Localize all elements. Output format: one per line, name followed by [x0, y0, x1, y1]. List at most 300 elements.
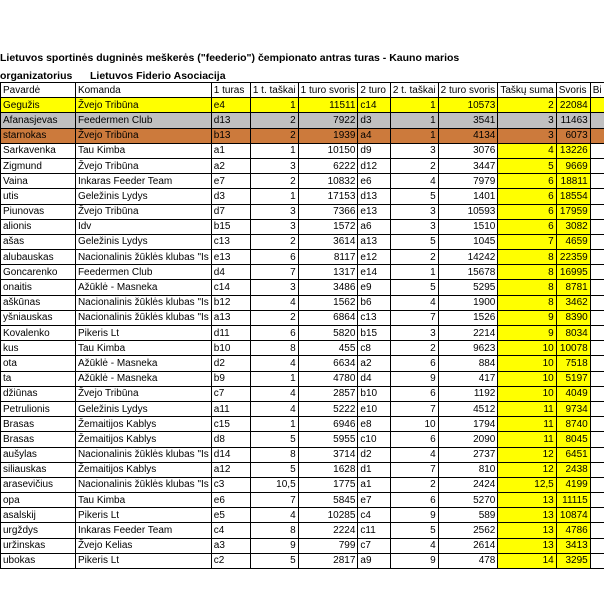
cell-round1[interactable]: d13	[211, 113, 250, 128]
cell-team[interactable]: Geležinis Lydys	[75, 401, 211, 416]
cell-extra[interactable]	[590, 371, 604, 386]
cell-team[interactable]: Ažūklė - Masneka	[75, 371, 211, 386]
cell-round2-points[interactable]: 3	[390, 219, 438, 234]
cell-team[interactable]: Inkaras Feeder Team	[75, 523, 211, 538]
cell-weight[interactable]: 13226	[556, 143, 590, 158]
cell-round2-points[interactable]: 4	[390, 447, 438, 462]
cell-round2[interactable]: d2	[358, 447, 390, 462]
cell-points-sum[interactable]: 4	[498, 143, 556, 158]
cell-round1-weight[interactable]: 6222	[298, 158, 358, 173]
cell-round2-weight[interactable]: 417	[438, 371, 498, 386]
cell-round1[interactable]: d7	[211, 204, 250, 219]
cell-round1-weight[interactable]: 7366	[298, 204, 358, 219]
cell-points-sum[interactable]: 14	[498, 553, 556, 568]
cell-extra[interactable]	[590, 462, 604, 477]
cell-surname[interactable]: Gegužis	[1, 98, 76, 113]
cell-surname[interactable]: džiūnas	[1, 386, 76, 401]
cell-extra[interactable]	[590, 538, 604, 553]
cell-round2[interactable]: c14	[358, 98, 390, 113]
cell-round1-points[interactable]: 4	[250, 386, 298, 401]
cell-round2-weight[interactable]: 1526	[438, 310, 498, 325]
cell-points-sum[interactable]: 6	[498, 219, 556, 234]
cell-extra[interactable]	[590, 250, 604, 265]
cell-round2-points[interactable]: 2	[390, 341, 438, 356]
cell-extra[interactable]	[590, 417, 604, 432]
cell-extra[interactable]	[590, 143, 604, 158]
cell-round2-weight[interactable]: 14242	[438, 250, 498, 265]
cell-round2-points[interactable]: 3	[390, 326, 438, 341]
cell-weight[interactable]: 3082	[556, 219, 590, 234]
cell-round1[interactable]: c15	[211, 417, 250, 432]
cell-team[interactable]: Pikeris Lt	[75, 508, 211, 523]
cell-points-sum[interactable]: 8	[498, 265, 556, 280]
cell-extra[interactable]	[590, 174, 604, 189]
cell-surname[interactable]: Goncarenko	[1, 265, 76, 280]
cell-points-sum[interactable]: 10	[498, 371, 556, 386]
cell-round1[interactable]: b13	[211, 128, 250, 143]
cell-extra[interactable]	[590, 189, 604, 204]
cell-round1-weight[interactable]: 11511	[298, 98, 358, 113]
cell-round2[interactable]: a1	[358, 477, 390, 492]
cell-round2[interactable]: d1	[358, 462, 390, 477]
cell-round2-weight[interactable]: 5270	[438, 493, 498, 508]
cell-round1-points[interactable]: 6	[250, 326, 298, 341]
cell-round2-weight[interactable]: 3076	[438, 143, 498, 158]
cell-extra[interactable]	[590, 401, 604, 416]
cell-round2-weight[interactable]: 2737	[438, 447, 498, 462]
cell-surname[interactable]: starnokas	[1, 128, 76, 143]
cell-points-sum[interactable]: 12,5	[498, 477, 556, 492]
cell-round1[interactable]: e5	[211, 508, 250, 523]
cell-round1-weight[interactable]: 3714	[298, 447, 358, 462]
cell-round2-weight[interactable]: 1900	[438, 295, 498, 310]
cell-round2-weight[interactable]: 2614	[438, 538, 498, 553]
cell-round2-points[interactable]: 6	[390, 493, 438, 508]
cell-round1-weight[interactable]: 5222	[298, 401, 358, 416]
cell-round1-points[interactable]: 4	[250, 401, 298, 416]
cell-round1-weight[interactable]: 2817	[298, 553, 358, 568]
cell-points-sum[interactable]: 6	[498, 174, 556, 189]
cell-round1-points[interactable]: 7	[250, 493, 298, 508]
cell-round1-points[interactable]: 3	[250, 280, 298, 295]
cell-round2-points[interactable]: 2	[390, 158, 438, 173]
cell-points-sum[interactable]: 13	[498, 523, 556, 538]
cell-points-sum[interactable]: 11	[498, 432, 556, 447]
cell-round2-points[interactable]: 3	[390, 143, 438, 158]
cell-extra[interactable]	[590, 553, 604, 568]
cell-extra[interactable]	[590, 508, 604, 523]
cell-round1-weight[interactable]: 5955	[298, 432, 358, 447]
cell-team[interactable]: Geležinis Lydys	[75, 234, 211, 249]
cell-round1-weight[interactable]: 5845	[298, 493, 358, 508]
cell-surname[interactable]: yšniauskas	[1, 310, 76, 325]
header-cell-round1-points[interactable]: 1 t. taškai	[250, 83, 298, 98]
cell-round1-weight[interactable]: 17153	[298, 189, 358, 204]
cell-extra[interactable]	[590, 432, 604, 447]
cell-round1[interactable]: d14	[211, 447, 250, 462]
cell-weight[interactable]: 5197	[556, 371, 590, 386]
cell-round1[interactable]: b15	[211, 219, 250, 234]
cell-round2-points[interactable]: 5	[390, 523, 438, 538]
cell-round1-weight[interactable]: 2224	[298, 523, 358, 538]
cell-round2-weight[interactable]: 5295	[438, 280, 498, 295]
cell-round2-points[interactable]: 1	[390, 113, 438, 128]
cell-round1-weight[interactable]: 6864	[298, 310, 358, 325]
cell-round1-weight[interactable]: 799	[298, 538, 358, 553]
cell-team[interactable]: Žvejo Tribūna	[75, 386, 211, 401]
cell-team[interactable]: Žvejo Tribūna	[75, 204, 211, 219]
cell-team[interactable]: Nacionalinis žūklės klubas "Is	[75, 447, 211, 462]
cell-round2-weight[interactable]: 4134	[438, 128, 498, 143]
cell-extra[interactable]	[590, 265, 604, 280]
cell-surname[interactable]: siliauskas	[1, 462, 76, 477]
cell-round2[interactable]: a13	[358, 234, 390, 249]
cell-extra[interactable]	[590, 523, 604, 538]
cell-round2-weight[interactable]: 1192	[438, 386, 498, 401]
cell-round2[interactable]: b10	[358, 386, 390, 401]
cell-extra[interactable]	[590, 341, 604, 356]
cell-team[interactable]: Žemaitijos Kablys	[75, 462, 211, 477]
cell-round1[interactable]: b12	[211, 295, 250, 310]
cell-round1-weight[interactable]: 1628	[298, 462, 358, 477]
cell-round2[interactable]: d4	[358, 371, 390, 386]
cell-round2-points[interactable]: 10	[390, 417, 438, 432]
cell-round2[interactable]: a2	[358, 356, 390, 371]
cell-points-sum[interactable]: 7	[498, 234, 556, 249]
cell-team[interactable]: Feedermen Club	[75, 265, 211, 280]
header-cell-round1-weight[interactable]: 1 turo svoris	[298, 83, 358, 98]
cell-points-sum[interactable]: 10	[498, 386, 556, 401]
cell-extra[interactable]	[590, 310, 604, 325]
cell-weight[interactable]: 22359	[556, 250, 590, 265]
cell-round2-weight[interactable]: 1401	[438, 189, 498, 204]
cell-extra[interactable]	[590, 447, 604, 462]
cell-points-sum[interactable]: 10	[498, 356, 556, 371]
cell-round2-points[interactable]: 9	[390, 371, 438, 386]
cell-round2-points[interactable]: 1	[390, 128, 438, 143]
cell-surname[interactable]: aškūnas	[1, 295, 76, 310]
cell-round1-weight[interactable]: 10832	[298, 174, 358, 189]
header-cell-points-sum[interactable]: Taškų suma	[498, 83, 556, 98]
cell-team[interactable]: Nacionalinis žūklės klubas "Is	[75, 250, 211, 265]
cell-round2-weight[interactable]: 3447	[438, 158, 498, 173]
cell-points-sum[interactable]: 6	[498, 189, 556, 204]
cell-round1-weight[interactable]: 7922	[298, 113, 358, 128]
cell-round2-points[interactable]: 1	[390, 265, 438, 280]
cell-team[interactable]: Žvejo Tribūna	[75, 158, 211, 173]
cell-round2-points[interactable]: 4	[390, 295, 438, 310]
cell-surname[interactable]: Vaina	[1, 174, 76, 189]
cell-round2[interactable]: d12	[358, 158, 390, 173]
cell-round1[interactable]: c13	[211, 234, 250, 249]
cell-extra[interactable]	[590, 280, 604, 295]
cell-round1-points[interactable]: 1	[250, 371, 298, 386]
cell-round2-points[interactable]: 5	[390, 189, 438, 204]
cell-round1-weight[interactable]: 3486	[298, 280, 358, 295]
cell-team[interactable]: Feedermen Club	[75, 113, 211, 128]
cell-team[interactable]: Žvejo Kelias	[75, 538, 211, 553]
cell-round1-weight[interactable]: 1562	[298, 295, 358, 310]
cell-round1-weight[interactable]: 2857	[298, 386, 358, 401]
cell-round2[interactable]: a4	[358, 128, 390, 143]
cell-round2[interactable]: b6	[358, 295, 390, 310]
cell-points-sum[interactable]: 6	[498, 204, 556, 219]
cell-round2[interactable]: c10	[358, 432, 390, 447]
cell-round1[interactable]: c7	[211, 386, 250, 401]
cell-surname[interactable]: Petrulionis	[1, 401, 76, 416]
cell-round2-weight[interactable]: 810	[438, 462, 498, 477]
cell-points-sum[interactable]: 13	[498, 538, 556, 553]
cell-points-sum[interactable]: 9	[498, 326, 556, 341]
cell-round2[interactable]: e13	[358, 204, 390, 219]
cell-round2[interactable]: a6	[358, 219, 390, 234]
cell-surname[interactable]: opa	[1, 493, 76, 508]
cell-weight[interactable]: 8045	[556, 432, 590, 447]
cell-surname[interactable]: Brasas	[1, 432, 76, 447]
cell-weight[interactable]: 7518	[556, 356, 590, 371]
cell-weight[interactable]: 11463	[556, 113, 590, 128]
cell-weight[interactable]: 22084	[556, 98, 590, 113]
cell-weight[interactable]: 9734	[556, 401, 590, 416]
cell-round1-weight[interactable]: 1572	[298, 219, 358, 234]
cell-round1-points[interactable]: 5	[250, 462, 298, 477]
cell-round1-points[interactable]: 2	[250, 174, 298, 189]
cell-extra[interactable]	[590, 356, 604, 371]
cell-round2[interactable]: d3	[358, 113, 390, 128]
cell-round2-weight[interactable]: 589	[438, 508, 498, 523]
cell-surname[interactable]: Sarkavenka	[1, 143, 76, 158]
cell-weight[interactable]: 4659	[556, 234, 590, 249]
cell-team[interactable]: Pikeris Lt	[75, 553, 211, 568]
cell-team[interactable]: Nacionalinis žūklės klubas "Is	[75, 477, 211, 492]
cell-surname[interactable]: ta	[1, 371, 76, 386]
cell-team[interactable]: Ažūklė - Masneka	[75, 280, 211, 295]
header-cell-round1[interactable]: 1 turas	[211, 83, 250, 98]
cell-team[interactable]: Tau Kimba	[75, 143, 211, 158]
cell-round1-weight[interactable]: 6946	[298, 417, 358, 432]
cell-round1-weight[interactable]: 6634	[298, 356, 358, 371]
cell-round2-points[interactable]: 6	[390, 386, 438, 401]
cell-round2-weight[interactable]: 9623	[438, 341, 498, 356]
cell-round2[interactable]: c8	[358, 341, 390, 356]
cell-points-sum[interactable]: 11	[498, 417, 556, 432]
cell-weight[interactable]: 9669	[556, 158, 590, 173]
cell-round1[interactable]: a3	[211, 538, 250, 553]
cell-surname[interactable]: Zigmund	[1, 158, 76, 173]
cell-extra[interactable]	[590, 128, 604, 143]
cell-extra[interactable]	[590, 234, 604, 249]
cell-round1-points[interactable]: 3	[250, 219, 298, 234]
cell-round1[interactable]: b9	[211, 371, 250, 386]
header-cell-round2-points[interactable]: 2 t. taškai	[390, 83, 438, 98]
cell-round2[interactable]: e6	[358, 174, 390, 189]
cell-team[interactable]: Tau Kimba	[75, 493, 211, 508]
cell-round2-points[interactable]: 3	[390, 204, 438, 219]
cell-round1-points[interactable]: 2	[250, 310, 298, 325]
cell-round2-weight[interactable]: 7979	[438, 174, 498, 189]
cell-round1-points[interactable]: 3	[250, 158, 298, 173]
cell-surname[interactable]: uržinskas	[1, 538, 76, 553]
cell-round2-weight[interactable]: 2214	[438, 326, 498, 341]
cell-round2-points[interactable]: 5	[390, 234, 438, 249]
header-cell-team[interactable]: Komanda	[75, 83, 211, 98]
cell-round1-weight[interactable]: 5820	[298, 326, 358, 341]
cell-round1-points[interactable]: 5	[250, 553, 298, 568]
cell-team[interactable]: Ažūklė - Masneka	[75, 356, 211, 371]
cell-points-sum[interactable]: 10	[498, 341, 556, 356]
cell-team[interactable]: Tau Kimba	[75, 341, 211, 356]
cell-round2[interactable]: c13	[358, 310, 390, 325]
cell-round1-weight[interactable]: 3614	[298, 234, 358, 249]
cell-surname[interactable]: onaitis	[1, 280, 76, 295]
cell-weight[interactable]: 4049	[556, 386, 590, 401]
cell-round2-weight[interactable]: 2562	[438, 523, 498, 538]
cell-surname[interactable]: kus	[1, 341, 76, 356]
cell-points-sum[interactable]: 13	[498, 508, 556, 523]
cell-extra[interactable]	[590, 477, 604, 492]
cell-round2-points[interactable]: 6	[390, 432, 438, 447]
cell-points-sum[interactable]: 3	[498, 113, 556, 128]
cell-surname[interactable]: urgždys	[1, 523, 76, 538]
cell-round1[interactable]: a2	[211, 158, 250, 173]
cell-points-sum[interactable]: 8	[498, 280, 556, 295]
cell-surname[interactable]: Piunovas	[1, 204, 76, 219]
cell-round1-points[interactable]: 1	[250, 189, 298, 204]
cell-round1-weight[interactable]: 10285	[298, 508, 358, 523]
cell-points-sum[interactable]: 12	[498, 447, 556, 462]
cell-extra[interactable]	[590, 493, 604, 508]
cell-round1-weight[interactable]: 455	[298, 341, 358, 356]
cell-round1-weight[interactable]: 8117	[298, 250, 358, 265]
cell-round1-points[interactable]: 5	[250, 432, 298, 447]
cell-round2-weight[interactable]: 15678	[438, 265, 498, 280]
cell-round2-points[interactable]: 9	[390, 508, 438, 523]
cell-round1[interactable]: d2	[211, 356, 250, 371]
cell-round2-points[interactable]: 2	[390, 477, 438, 492]
cell-extra[interactable]	[590, 158, 604, 173]
cell-surname[interactable]: arasevičius	[1, 477, 76, 492]
cell-round2-weight[interactable]: 1045	[438, 234, 498, 249]
cell-weight[interactable]: 3462	[556, 295, 590, 310]
cell-round1[interactable]: c2	[211, 553, 250, 568]
cell-round1[interactable]: c3	[211, 477, 250, 492]
cell-weight[interactable]: 2438	[556, 462, 590, 477]
cell-round1-points[interactable]: 8	[250, 341, 298, 356]
cell-round1-weight[interactable]: 4780	[298, 371, 358, 386]
cell-round2-weight[interactable]: 3541	[438, 113, 498, 128]
cell-team[interactable]: Žvejo Tribūna	[75, 128, 211, 143]
cell-points-sum[interactable]: 11	[498, 401, 556, 416]
cell-round1[interactable]: d3	[211, 189, 250, 204]
cell-round1[interactable]: e6	[211, 493, 250, 508]
cell-round2-points[interactable]: 9	[390, 553, 438, 568]
cell-extra[interactable]	[590, 98, 604, 113]
cell-surname[interactable]: Brasas	[1, 417, 76, 432]
cell-extra[interactable]	[590, 295, 604, 310]
cell-weight[interactable]: 18811	[556, 174, 590, 189]
cell-round1[interactable]: d11	[211, 326, 250, 341]
cell-team[interactable]: Pikeris Lt	[75, 326, 211, 341]
cell-round2[interactable]: a9	[358, 553, 390, 568]
header-cell-round2[interactable]: 2 turo	[358, 83, 390, 98]
cell-weight[interactable]: 3295	[556, 553, 590, 568]
cell-round2[interactable]: c4	[358, 508, 390, 523]
header-cell-weight[interactable]: Svoris	[556, 83, 590, 98]
cell-points-sum[interactable]: 3	[498, 128, 556, 143]
cell-round2-points[interactable]: 4	[390, 538, 438, 553]
cell-weight[interactable]: 11115	[556, 493, 590, 508]
cell-weight[interactable]: 6073	[556, 128, 590, 143]
cell-round2-points[interactable]: 6	[390, 356, 438, 371]
cell-weight[interactable]: 8034	[556, 326, 590, 341]
cell-team[interactable]: Nacionalinis žūklės klubas "Is	[75, 310, 211, 325]
cell-round2-weight[interactable]: 10593	[438, 204, 498, 219]
cell-round1-points[interactable]: 2	[250, 113, 298, 128]
cell-weight[interactable]: 16995	[556, 265, 590, 280]
cell-round1[interactable]: a11	[211, 401, 250, 416]
cell-round2[interactable]: b15	[358, 326, 390, 341]
cell-surname[interactable]: ubokas	[1, 553, 76, 568]
cell-weight[interactable]: 4199	[556, 477, 590, 492]
cell-surname[interactable]: ašas	[1, 234, 76, 249]
cell-team[interactable]: Idv	[75, 219, 211, 234]
cell-points-sum[interactable]: 5	[498, 158, 556, 173]
cell-points-sum[interactable]: 2	[498, 98, 556, 113]
cell-points-sum[interactable]: 13	[498, 493, 556, 508]
cell-round2-points[interactable]: 7	[390, 401, 438, 416]
cell-surname[interactable]: aušylas	[1, 447, 76, 462]
cell-round1[interactable]: c4	[211, 523, 250, 538]
cell-round1-points[interactable]: 4	[250, 295, 298, 310]
cell-extra[interactable]	[590, 113, 604, 128]
cell-round2[interactable]: e14	[358, 265, 390, 280]
cell-round1[interactable]: c14	[211, 280, 250, 295]
cell-surname[interactable]: asalskij	[1, 508, 76, 523]
cell-round2-points[interactable]: 7	[390, 310, 438, 325]
cell-round1[interactable]: e4	[211, 98, 250, 113]
cell-round1-points[interactable]: 8	[250, 523, 298, 538]
cell-round2[interactable]: e7	[358, 493, 390, 508]
cell-extra[interactable]	[590, 326, 604, 341]
cell-weight[interactable]: 8781	[556, 280, 590, 295]
cell-round2-points[interactable]: 7	[390, 462, 438, 477]
cell-round2-weight[interactable]: 478	[438, 553, 498, 568]
cell-round1-points[interactable]: 1	[250, 143, 298, 158]
cell-team[interactable]: Žemaitijos Kablys	[75, 417, 211, 432]
cell-round1-points[interactable]: 4	[250, 508, 298, 523]
cell-round1-weight[interactable]: 1939	[298, 128, 358, 143]
cell-round1-points[interactable]: 7	[250, 265, 298, 280]
cell-round1-points[interactable]: 2	[250, 234, 298, 249]
cell-round2[interactable]: e12	[358, 250, 390, 265]
cell-team[interactable]: Inkaras Feeder Team	[75, 174, 211, 189]
cell-weight[interactable]: 10078	[556, 341, 590, 356]
cell-round1-points[interactable]: 10,5	[250, 477, 298, 492]
cell-round1-points[interactable]: 6	[250, 250, 298, 265]
cell-round2-weight[interactable]: 10573	[438, 98, 498, 113]
cell-extra[interactable]	[590, 386, 604, 401]
cell-round1-weight[interactable]: 1775	[298, 477, 358, 492]
cell-round1-points[interactable]: 3	[250, 204, 298, 219]
cell-round1-weight[interactable]: 1317	[298, 265, 358, 280]
cell-round2-points[interactable]: 1	[390, 98, 438, 113]
cell-round1[interactable]: e7	[211, 174, 250, 189]
cell-round2[interactable]: c7	[358, 538, 390, 553]
cell-weight[interactable]: 4786	[556, 523, 590, 538]
cell-round2-weight[interactable]: 1794	[438, 417, 498, 432]
cell-round1-points[interactable]: 2	[250, 128, 298, 143]
cell-round1[interactable]: d4	[211, 265, 250, 280]
